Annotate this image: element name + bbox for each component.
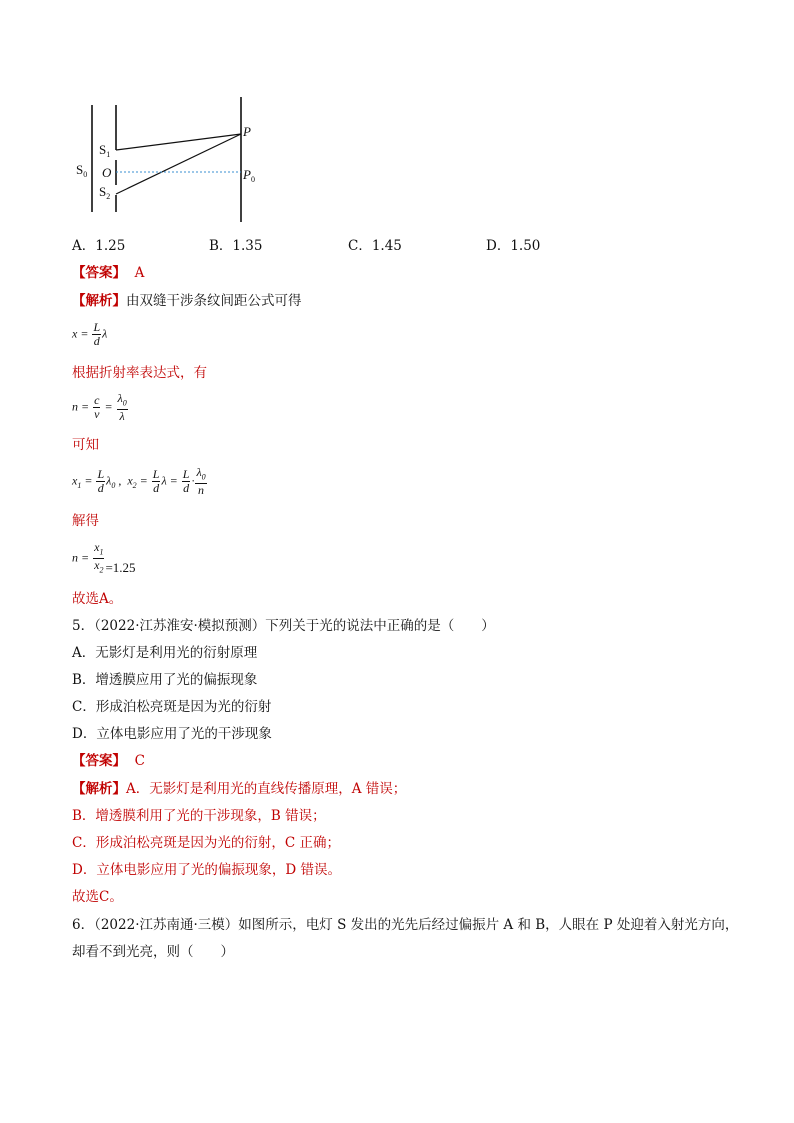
analysis-intro-text: 由双缝干涉条纹间距公式可得 — [126, 293, 302, 309]
q5-option-c: C．形成泊松亮斑是因为光的衍射 — [72, 699, 272, 715]
q4-option-b: B．1.35 — [209, 238, 263, 254]
label-s0: $S_0$ — [76, 162, 88, 179]
q5-analysis-a — [72, 780, 406, 798]
equation-fringe-spacing: x = $\frac{L}{d}$ λ — [72, 320, 108, 348]
q5-analysis-d: D．立体电影应用了光的偏振现象，D 错误。 — [72, 862, 341, 878]
label-p: P — [243, 124, 251, 139]
q4-analysis-intro — [72, 292, 302, 310]
q4-step3: 可知 — [72, 437, 99, 453]
q4-step2: 根据折射率表达式，有 — [72, 365, 207, 381]
q5-option-b: B．增透膜应用了光的偏振现象 — [72, 672, 258, 688]
answer-value: C — [134, 753, 145, 769]
ray-s1-p — [116, 134, 241, 150]
answer-tag: 【答案】 — [72, 753, 126, 769]
equation-spacings: $x_1$ = $\frac{L}{d}$ $\lambda_0$ , $x_2$ = $\frac{L}{d}$ λ = $\frac{L}{d}$ · $\frac{\lambda_0}{n}$ — [72, 465, 206, 498]
q4-conclusion: 故选A。 — [72, 591, 123, 607]
analysis-tag: 【解析】 — [72, 293, 126, 309]
label-p0: $P_0$ — [243, 167, 255, 184]
q4-option-a: A．1.25 — [72, 238, 126, 254]
answer-value: A — [134, 265, 145, 281]
answer-tag: 【答案】 — [72, 265, 126, 281]
q5-analysis-b: B．增透膜利用了光的干涉现象，B 错误； — [72, 808, 326, 824]
analysis-text: A．无影灯是利用光的直线传播原理，A 错误； — [126, 781, 407, 797]
q5-answer — [72, 752, 145, 770]
q6-stem-line2: 却看不到光亮，则（ ） — [72, 944, 234, 960]
analysis-tag: 【解析】 — [72, 781, 126, 797]
q4-option-c: C．1.45 — [348, 238, 402, 254]
label-o: O — [102, 165, 112, 180]
q4-option-d: D．1.50 — [486, 238, 541, 254]
ray-s2-p — [116, 134, 241, 194]
q5-option-d: D．立体电影应用了光的干涉现象 — [72, 726, 272, 742]
equation-result: n = $\frac{x_1}{x_2}$ =1.25 — [72, 540, 136, 575]
q5-option-a: A．无影灯是利用光的衍射原理 — [72, 645, 258, 661]
label-s2: $S_2$ — [99, 184, 111, 201]
q5-stem: 5．（2022·江苏淮安·模拟预测）下列关于光的说法中正确的是（ ） — [72, 618, 495, 634]
result-value: =1.25 — [105, 559, 136, 575]
q4-answer — [72, 264, 144, 282]
double-slit-figure — [0, 0, 794, 240]
q6-stem-line1: 6．（2022·江苏南通·三模）如图所示，电灯 S 发出的光先后经过偏振片 A 和 B，人眼在 P 处迎着入射光方向， — [72, 917, 739, 933]
q5-analysis-c: C．形成泊松亮斑是因为光的衍射，C 正确； — [72, 835, 340, 851]
q5-conclusion: 故选C。 — [72, 889, 123, 905]
q4-step4: 解得 — [72, 513, 99, 529]
equation-refractive-index: n = $\frac{c}{v}$ = $\frac{\lambda_0}{\lambda}$ — [72, 391, 127, 424]
label-s1: $S_1$ — [99, 142, 111, 159]
